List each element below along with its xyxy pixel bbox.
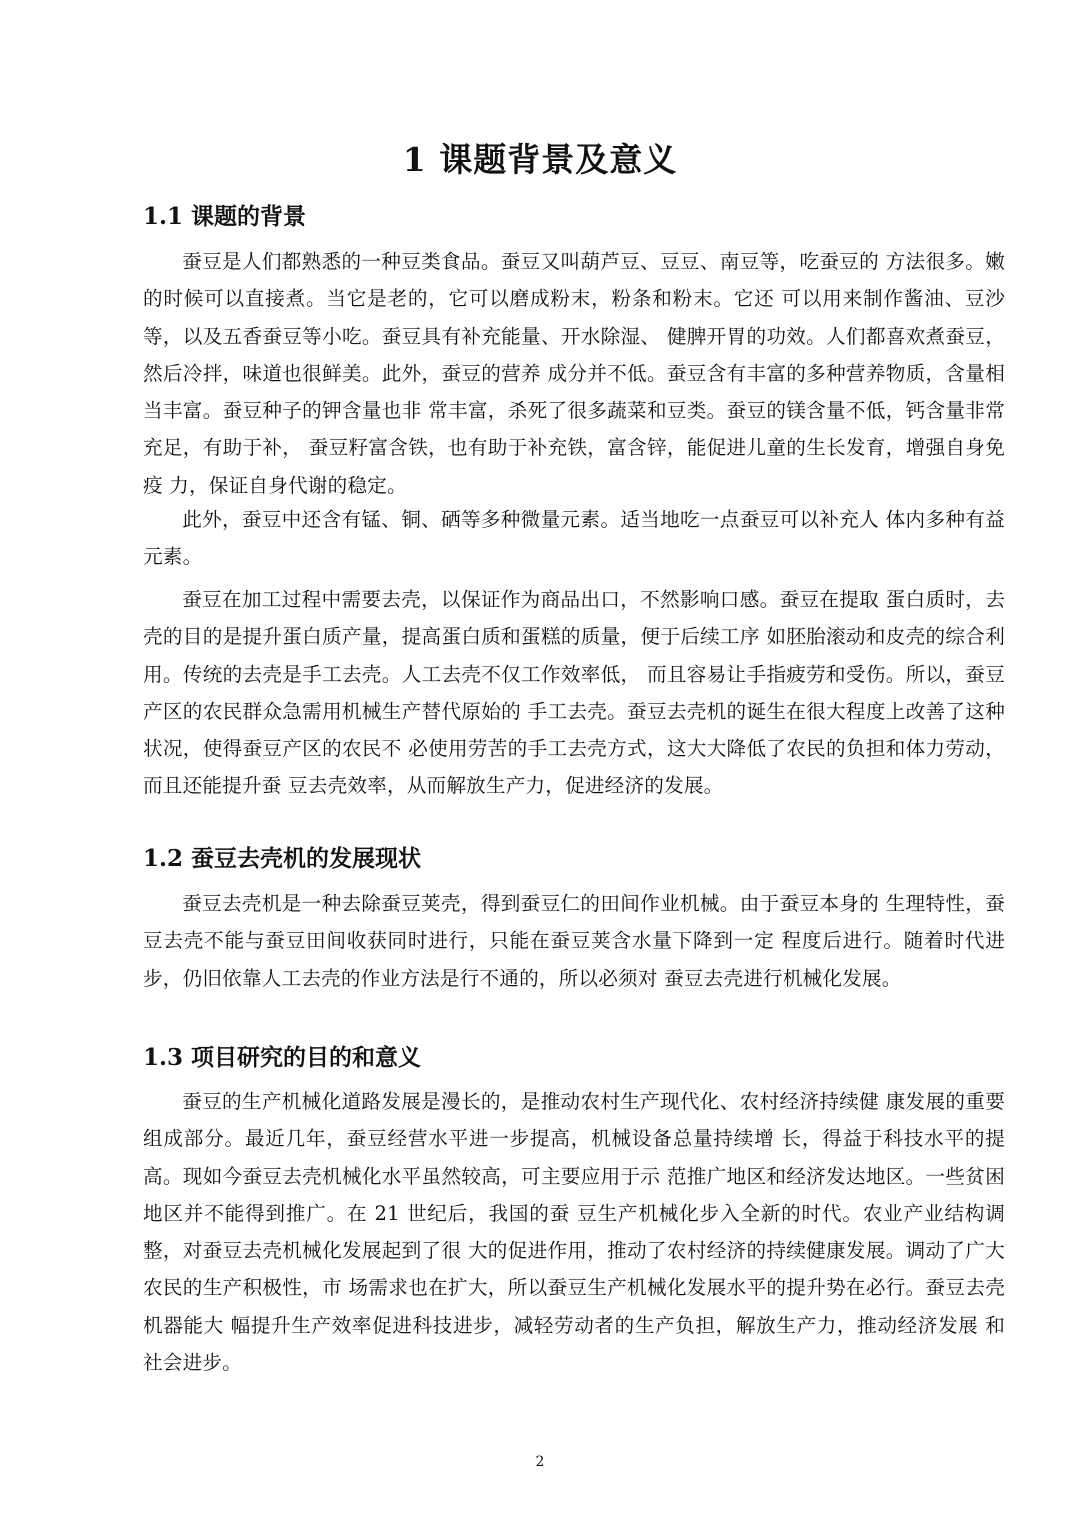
section-heading-1-1: 1.1 课题的背景 (143, 203, 307, 230)
paragraph-purpose: 蚕豆的生产机械化道路发展是漫长的，是推动农村生产现代化、农村经济持续健 康发展的重要组成部分。最近几年，蚕豆经营水平进一步提高，机械设备总量持续增 长，得益于科技水平的提高。现如今蚕豆去壳机械化水平虽然较高，可主要应用于示 范推广地区和经济发达地区。一些贫困地区并不能得到推广。在 21 世纪后，我国的蚕 豆生产机械化步入全新的时代。农业产业结构调整，对蚕豆去壳机械化发展起到了很 大的促进作用，推动了农村经济的持续健康发展。调动了广大农民的生产积极性，市 场需求也在扩大，所以蚕豆生产机械化发展水平的提升势在必行。蚕豆去壳机器能大 幅提升生产效率促进科技进步，减轻劳动者的生产负担，解放生产力，推动经济发展 和社会进步。 (143, 1090, 1005, 1375)
paragraph-status: 蚕豆去壳机是一种去除蚕豆荚壳，得到蚕豆仁的田间作业机械。由于蚕豆本身的 生理特性，蚕豆去壳不能与蚕豆田间收获同时进行，只能在蚕豆荚含水量下降到一定 程度后进行。随着时代进步，仍旧依靠人工去壳的作业方法是行不通的，所以必须对 蚕豆去壳进行机械化发展。 (143, 892, 1005, 990)
paragraph-background-1: 蚕豆是人们都熟悉的一种豆类食品。蚕豆又叫葫芦豆、豆豆、南豆等，吃蚕豆的 方法很多。嫩的时候可以直接煮。当它是老的，它可以磨成粉末，粉条和粉末。它还 可以用来制作酱油、豆沙等，以及五香蚕豆等小吃。蚕豆具有补充能量、开水除湿、 健脾开胃的功效。人们都喜欢煮蚕豆，然后冷拌，味道也很鲜美。此外，蚕豆的营养 成分并不低。蚕豆含有丰富的多种营养物质，含量相当丰富。蚕豆种子的钾含量也非 常丰富，杀死了很多蔬菜和豆类。蚕豆的镁含量不低，钙含量非常充足，有助于补， 蚕豆籽富含铁，也有助于补充铁，富含锌，能促进儿童的生长发育，增强自身免疫 力，保证自身代谢的稳定。 (143, 250, 1005, 497)
section-heading-1-3: 1.3 项目研究的目的和意义 (143, 1044, 422, 1071)
paragraph-background-2: 此外，蚕豆中还含有锰、铜、硒等多种微量元素。适当地吃一点蚕豆可以补充人 体内多种有益元素。 (143, 508, 1005, 569)
paragraph-background-3: 蚕豆在加工过程中需要去壳，以保证作为商品出口，不然影响口感。蚕豆在提取 蛋白质时，去壳的目的是提升蛋白质产量，提高蛋白质和蛋糕的质量，便于后续工序 如胚胎滚动和皮壳的综合利用。传统的去壳是手工去壳。人工去壳不仅工作效率低， 而且容易让手指疲劳和受伤。所以，蚕豆产区的农民群众急需用机械生产替代原始的 手工去壳。蚕豆去壳机的诞生在很大程度上改善了这种状况，使得蚕豆产区的农民不 必使用劳苦的手工去壳方式，这大大降低了农民的负担和体力劳动，而且还能提升蚕 豆去壳效率，从而解放生产力，促进经济的发展。 (143, 588, 1005, 798)
section-heading-1-2: 1.2 蚕豆去壳机的发展现状 (143, 845, 422, 872)
page-number: 2 (535, 1454, 545, 1470)
chapter-title: 1 课题背景及意义 (402, 140, 678, 179)
